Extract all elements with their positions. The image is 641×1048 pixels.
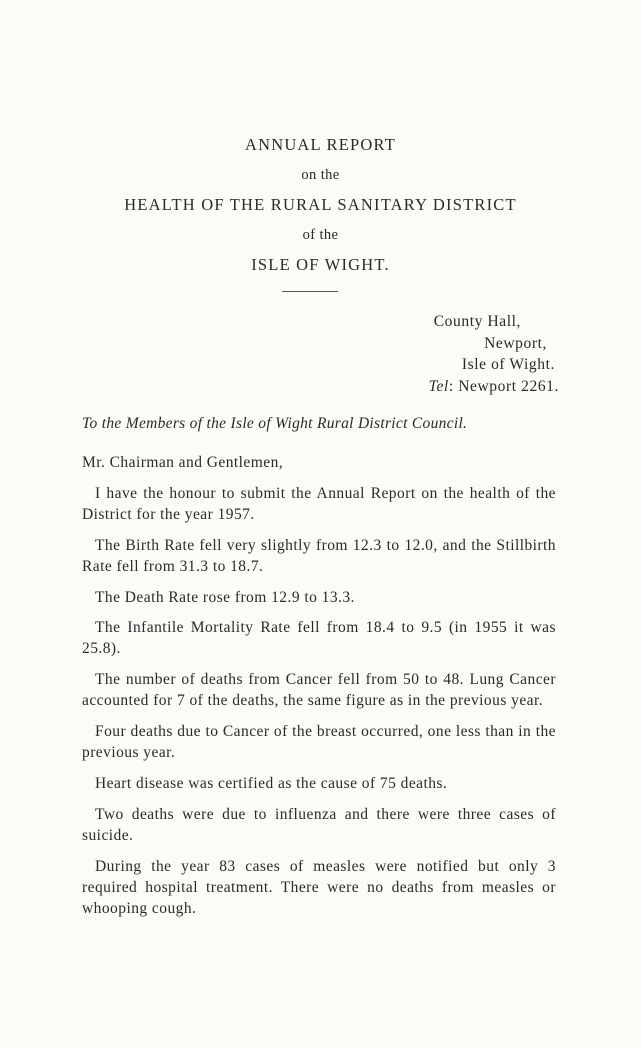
paragraph: Heart disease was certified as the cause of 75 deaths. (95, 774, 448, 792)
title-line-isle-of-wight: ISLE OF WIGHT. (251, 255, 390, 274)
tel-value: : Newport 2261. (448, 377, 559, 395)
address-line-newport: Newport, (484, 334, 547, 352)
title-line-health-district: HEALTH OF THE RURAL SANITARY DISTRICT (124, 195, 517, 214)
section-divider (282, 291, 338, 292)
paragraph: Four deaths due to Cancer of the breast occurred, one less than in the previous year. (82, 723, 556, 762)
paragraph: The Death Rate rose from 12.9 to 13.3. (95, 588, 355, 606)
paragraph: I have the honour to submit the Annual Report on the health of the District for the year 1957. (82, 484, 556, 523)
title-line-on-the: on the (301, 167, 340, 183)
address-telephone (429, 376, 559, 398)
paragraph: During the year 83 cases of measles were notified but only 3 required hospital treatment. There were no deaths from measles or whooping cough. (82, 857, 556, 917)
letter-body (82, 452, 556, 929)
greeting: Mr. Chairman and Gentlemen, (82, 454, 284, 471)
report-title (0, 130, 641, 280)
address-line-isle: Isle of Wight. (461, 356, 555, 373)
title-line-annual-report: ANNUAL REPORT (244, 135, 397, 154)
sender-address (429, 311, 559, 397)
title-line-of-the: of the (302, 227, 339, 243)
paragraph: The number of deaths from Cancer fell from 50 to 48. Lung Cancer accounted for 7 of the deaths, the same figure as in the previous year. (82, 671, 556, 710)
paragraph: The Birth Rate fell very slightly from 12.3 to 12.0, and the Stillbirth Rate fell from 31.3 to 18.7. (82, 536, 556, 575)
paragraph: Two deaths were due to influenza and there were three cases of suicide. (82, 805, 556, 844)
tel-label: Tel (428, 377, 449, 395)
paragraph: The Infantile Mortality Rate fell from 18.4 to 9.5 (in 1955 it was 25.8). (82, 619, 556, 658)
addressee-line: To the Members of the Isle of Wight Rural District Council. (82, 415, 468, 432)
address-line-county-hall: County Hall, (433, 313, 521, 330)
